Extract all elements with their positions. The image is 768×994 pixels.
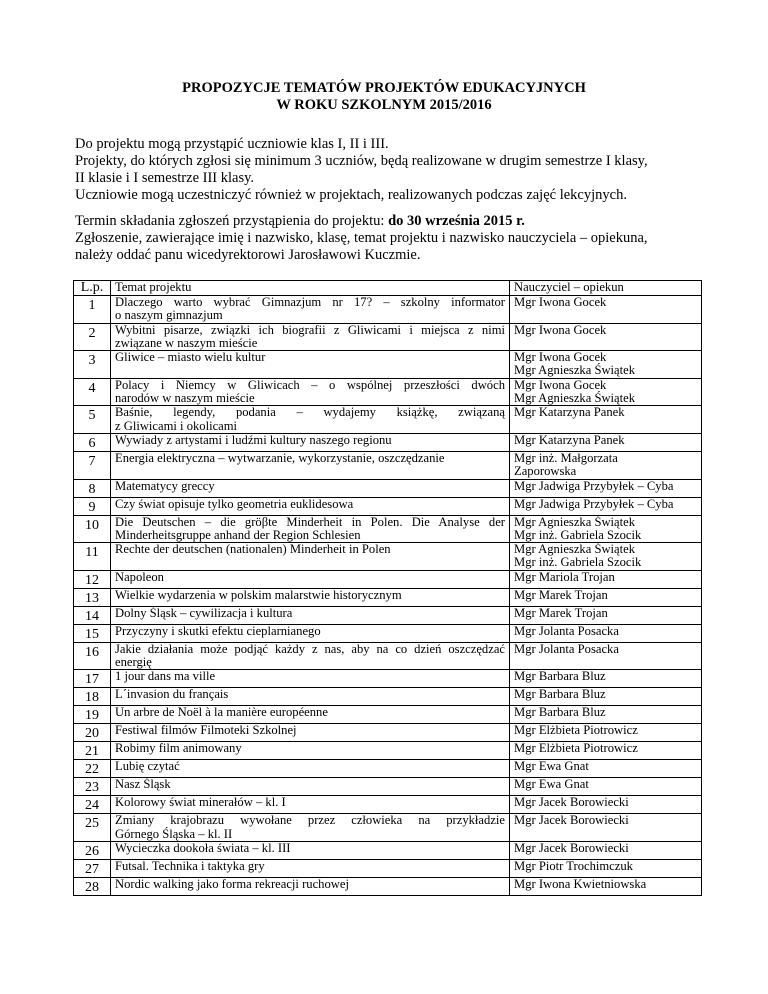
row-number-text: 11 <box>85 545 99 561</box>
topic-line: Festiwal filmów Filmoteki Szkolnej <box>115 723 297 738</box>
row-number-text: 20 <box>85 726 99 742</box>
project-teacher <box>510 796 702 814</box>
table-row <box>74 760 702 778</box>
teacher-line: Mgr Marek Trojan <box>514 587 608 602</box>
project-topic <box>111 724 510 742</box>
project-topic <box>111 778 510 796</box>
project-teacher <box>510 323 702 351</box>
project-topic <box>111 706 510 724</box>
project-topic <box>111 433 510 451</box>
table-row <box>74 515 702 543</box>
table-row <box>74 570 702 588</box>
table-row <box>74 451 702 479</box>
projects-table <box>73 280 702 896</box>
row-number-text: 28 <box>85 879 99 895</box>
row-number <box>74 796 111 814</box>
project-teacher <box>510 642 702 670</box>
project-teacher <box>510 406 702 434</box>
table-row <box>74 296 702 324</box>
topic-line: energię <box>115 655 152 670</box>
table-row <box>74 642 702 670</box>
row-number-text: 14 <box>85 608 99 624</box>
topic-line: Nordic walking jako forma rekreacji ruchowej <box>115 876 349 891</box>
table-row <box>74 670 702 688</box>
title-line-1: PROPOZYCJE TEMATÓW PROJEKTÓW EDUKACYJNYCH <box>182 80 586 96</box>
row-number <box>74 515 111 543</box>
row-number-text: 3 <box>88 353 96 369</box>
teacher-line: Mgr Agnieszka Świątek <box>514 542 636 557</box>
project-teacher <box>510 841 702 859</box>
row-number <box>74 670 111 688</box>
topic-line: Matematycy greccy <box>115 478 215 493</box>
intro-line-3: II klasie i I semestrze III klasy. <box>75 170 255 186</box>
table-row <box>74 688 702 706</box>
teacher-line: Mgr Iwona Kwietniowska <box>514 876 647 891</box>
row-number-text: 7 <box>88 453 96 469</box>
project-topic <box>111 451 510 479</box>
row-number <box>74 724 111 742</box>
project-topic <box>111 642 510 670</box>
table-row <box>74 796 702 814</box>
row-number-text: 5 <box>88 408 96 424</box>
teacher-line: Mgr Iwona Gocek <box>514 295 607 309</box>
row-number-text: 10 <box>85 517 99 533</box>
project-topic <box>111 378 510 406</box>
teacher-line: Mgr Agnieszka Świątek <box>514 363 636 378</box>
project-topic <box>111 323 510 351</box>
project-teacher <box>510 588 702 606</box>
project-teacher <box>510 859 702 877</box>
teacher-line: Mgr Katarzyna Panek <box>514 432 625 447</box>
topic-line: Dolny Śląsk – cywilizacja i kultura <box>115 605 293 620</box>
table-row <box>74 742 702 760</box>
topic-line: Gliwice – miasto wielu kultur <box>115 350 266 365</box>
table-row <box>74 543 702 571</box>
project-teacher <box>510 606 702 624</box>
project-topic <box>111 877 510 895</box>
topic-line: z Gliwicami i okolicami <box>115 418 238 433</box>
topic-line: Górnego Śląska – kl. II <box>115 826 233 841</box>
row-number <box>74 296 111 324</box>
row-number <box>74 841 111 859</box>
topic-line: Wybitni pisarze, związki ich biografii z Gliwicami i miejsca z nimi <box>115 322 505 337</box>
row-number <box>74 378 111 406</box>
table-row <box>74 841 702 859</box>
row-number-text: 27 <box>85 861 99 877</box>
topic-line: Lubię czytać <box>115 759 180 774</box>
topic-line: Polacy i Niemcy w Gliwicach – o wspólnej przeszłości dwóch <box>115 377 505 392</box>
topic-line: Nasz Śląsk <box>115 777 171 792</box>
topic-line: Wielkie wydarzenia w polskim malarstwie historycznym <box>115 587 402 602</box>
teacher-line: Mgr Elżbieta Piotrowicz <box>514 741 638 756</box>
teacher-line: Mgr Barbara Bluz <box>514 687 606 702</box>
table-header-row <box>74 281 702 296</box>
project-topic <box>111 351 510 379</box>
project-topic <box>111 670 510 688</box>
row-number <box>74 778 111 796</box>
topic-line: Energia elektryczna – wytwarzanie, wykorzystanie, oszczędzanie <box>115 450 445 465</box>
topic-line: Robimy film animowany <box>115 741 242 756</box>
project-teacher <box>510 543 702 571</box>
teacher-line: Mgr inż. Małgorzata <box>514 450 618 465</box>
row-number <box>74 451 111 479</box>
table-row <box>74 351 702 379</box>
teacher-line: Mgr Ewa Gnat <box>514 759 589 774</box>
header-topic: Temat projektu <box>111 281 510 296</box>
row-number <box>74 859 111 877</box>
row-number-text: 17 <box>85 672 99 688</box>
project-teacher <box>510 296 702 324</box>
topic-line: Minderheitsgruppe anhand der Region Schlesien <box>115 527 361 542</box>
project-topic <box>111 814 510 842</box>
table-row <box>74 497 702 515</box>
project-teacher <box>510 497 702 515</box>
topic-line: Rechte der deutschen (nationalen) Minderheit in Polen <box>115 542 391 557</box>
topic-line: o naszym gimnazjum <box>115 308 223 323</box>
teacher-line: Mgr Iwona Gocek <box>514 322 607 337</box>
row-number <box>74 760 111 778</box>
table-row <box>74 706 702 724</box>
project-topic <box>111 570 510 588</box>
table-row <box>74 433 702 451</box>
project-topic <box>111 515 510 543</box>
teacher-line: Mgr Agnieszka Świątek <box>514 391 636 406</box>
topic-line: Un arbre de Noël à la manière européenne <box>115 705 328 720</box>
topic-line: 1 jour dans ma ville <box>115 669 216 684</box>
row-number <box>74 742 111 760</box>
teacher-line: Zaporowska <box>514 464 577 479</box>
row-number-text: 4 <box>88 380 96 396</box>
topic-line: Czy świat opisuje tylko geometria euklidesowa <box>115 496 354 511</box>
teacher-line: Mgr Barbara Bluz <box>514 705 606 720</box>
project-topic <box>111 479 510 497</box>
row-number <box>74 433 111 451</box>
project-teacher <box>510 570 702 588</box>
row-number-text: 19 <box>85 708 99 724</box>
teacher-line: Mgr Ewa Gnat <box>514 777 589 792</box>
header-lp: L.p. <box>74 281 111 296</box>
row-number-text: 15 <box>85 626 99 642</box>
teacher-line: Mgr Barbara Bluz <box>514 669 606 684</box>
intro-line-4: Uczniowie mogą uczestniczyć również w projektach, realizowanych podczas zajęć lekcyjnych. <box>75 187 627 203</box>
project-topic <box>111 796 510 814</box>
row-number-text: 6 <box>88 435 96 451</box>
topic-line: Przyczyny i skutki efektu cieplarnianego <box>115 623 321 638</box>
project-topic <box>111 406 510 434</box>
row-number-text: 22 <box>85 762 99 778</box>
project-topic <box>111 296 510 324</box>
project-teacher <box>510 515 702 543</box>
title-line-2: W ROKU SZKOLNYM 2015/2016 <box>276 97 492 113</box>
row-number-text: 9 <box>88 499 96 515</box>
teacher-line: Mgr Jadwiga Przybyłek – Cyba <box>514 478 674 493</box>
project-teacher <box>510 814 702 842</box>
row-number <box>74 642 111 670</box>
deadline-prefix: Termin składania zgłoszeń przystąpienia do projektu: <box>75 213 389 229</box>
table-row <box>74 778 702 796</box>
intro-line-2: Projekty, do których zgłosi się minimum 3 uczniów, będą realizowane w drugim semestrze I klasy, <box>75 153 648 169</box>
topic-line: narodów w naszym mieście <box>115 391 255 406</box>
teacher-line: Mgr Agnieszka Świątek <box>514 514 636 529</box>
project-topic <box>111 543 510 571</box>
row-number <box>74 814 111 842</box>
row-number <box>74 624 111 642</box>
row-number-text: 25 <box>85 816 99 832</box>
project-teacher <box>510 688 702 706</box>
teacher-line: Mgr Iwona Gocek <box>514 350 607 365</box>
project-topic <box>111 588 510 606</box>
project-topic <box>111 742 510 760</box>
table-row <box>74 724 702 742</box>
intro-line-1: Do projektu mogą przystąpić uczniowie klas I, II i III. <box>75 136 389 152</box>
project-teacher <box>510 378 702 406</box>
row-number-text: 21 <box>85 744 99 760</box>
intro-paragraph <box>75 136 715 204</box>
project-teacher <box>510 877 702 895</box>
project-teacher <box>510 742 702 760</box>
topic-line: związane w naszym mieście <box>115 335 258 350</box>
header-teacher: Nauczyciel – opiekun <box>510 281 702 296</box>
row-number <box>74 877 111 895</box>
project-teacher <box>510 760 702 778</box>
row-number <box>74 606 111 624</box>
row-number-text: 12 <box>85 572 99 588</box>
deadline-paragraph <box>75 213 715 264</box>
teacher-line: Mgr Jacek Borowiecki <box>514 795 629 810</box>
project-teacher <box>510 624 702 642</box>
row-number-text: 16 <box>85 644 99 660</box>
row-number-text: 23 <box>85 780 99 796</box>
table-row <box>74 323 702 351</box>
topic-line: Futsal. Technika i taktyka gry <box>115 858 265 873</box>
teacher-line: Mgr inż. Gabriela Szocik <box>514 555 642 570</box>
topic-line: Die Deutschen – die gröβte Minderheit in Polen. Die Analyse der <box>115 514 505 529</box>
row-number <box>74 543 111 571</box>
project-topic <box>111 624 510 642</box>
topic-line: Baśnie, legendy, podania – wydajemy książkę, związaną <box>115 405 505 420</box>
row-number-text: 8 <box>88 481 96 497</box>
topic-line: Napoleon <box>115 569 164 584</box>
table-row <box>74 406 702 434</box>
teacher-line: Mgr Iwona Gocek <box>514 377 607 392</box>
project-teacher <box>510 351 702 379</box>
project-teacher <box>510 670 702 688</box>
project-teacher <box>510 724 702 742</box>
row-number <box>74 570 111 588</box>
topic-line: Dlaczego warto wybrać Gimnazjum nr 17? – szkolny informator <box>115 295 505 309</box>
topic-line: Kolorowy świat minerałów – kl. I <box>115 795 286 810</box>
teacher-line: Mgr Piotr Trochimczuk <box>514 858 633 873</box>
teacher-line: Mgr Mariola Trojan <box>514 569 615 584</box>
row-number <box>74 706 111 724</box>
project-topic <box>111 688 510 706</box>
teacher-line: Mgr Katarzyna Panek <box>514 405 625 420</box>
deadline-date: do 30 września 2015 r. <box>388 213 525 229</box>
teacher-line: Mgr inż. Gabriela Szocik <box>514 527 642 542</box>
document-title <box>0 80 768 114</box>
row-number <box>74 351 111 379</box>
row-number-text: 26 <box>85 843 99 859</box>
teacher-line: Mgr Jacek Borowiecki <box>514 813 629 828</box>
teacher-line: Mgr Jolanta Posacka <box>514 623 619 638</box>
table-row <box>74 859 702 877</box>
row-number-text: 2 <box>88 325 96 341</box>
row-number <box>74 588 111 606</box>
row-number <box>74 406 111 434</box>
table-row <box>74 588 702 606</box>
teacher-line: Mgr Marek Trojan <box>514 605 608 620</box>
project-topic <box>111 859 510 877</box>
deadline-line-2: Zgłoszenie, zawierające imię i nazwisko, klasę, temat projektu i nazwisko nauczyciela – opiekuna, <box>75 230 648 246</box>
deadline-line-3: należy oddać panu wicedyrektorowi Jarosławowi Kuczmie. <box>75 247 421 263</box>
teacher-line: Mgr Jacek Borowiecki <box>514 840 629 855</box>
table-row <box>74 814 702 842</box>
row-number <box>74 688 111 706</box>
project-topic <box>111 606 510 624</box>
row-number-text: 1 <box>88 298 96 313</box>
table-row <box>74 624 702 642</box>
deadline-line-1 <box>75 213 715 230</box>
topic-line: Zmiany krajobrazu wywołane przez człowieka na przykładzie <box>115 813 505 828</box>
topic-line: Wycieczka dookoła świata – kl. III <box>115 840 291 855</box>
project-topic <box>111 841 510 859</box>
topic-line: L´invasion du français <box>115 687 229 702</box>
teacher-line: Mgr Jolanta Posacka <box>514 641 619 656</box>
row-number-text: 18 <box>85 690 99 706</box>
teacher-line: Mgr Elżbieta Piotrowicz <box>514 723 638 738</box>
row-number-text: 24 <box>85 798 99 814</box>
project-topic <box>111 760 510 778</box>
row-number <box>74 323 111 351</box>
project-teacher <box>510 451 702 479</box>
table-row <box>74 479 702 497</box>
project-teacher <box>510 479 702 497</box>
project-teacher <box>510 706 702 724</box>
topic-line: Jakie działania może podjąć każdy z nas, aby na co dzień oszczędzać <box>115 641 505 656</box>
row-number <box>74 497 111 515</box>
topic-line: Wywiady z artystami i ludźmi kultury naszego regionu <box>115 432 392 447</box>
teacher-line: Mgr Jadwiga Przybyłek – Cyba <box>514 496 674 511</box>
project-teacher <box>510 433 702 451</box>
table-row <box>74 877 702 895</box>
row-number-text: 13 <box>85 590 99 606</box>
table-row <box>74 378 702 406</box>
project-topic <box>111 497 510 515</box>
table-row <box>74 606 702 624</box>
row-number <box>74 479 111 497</box>
project-teacher <box>510 778 702 796</box>
